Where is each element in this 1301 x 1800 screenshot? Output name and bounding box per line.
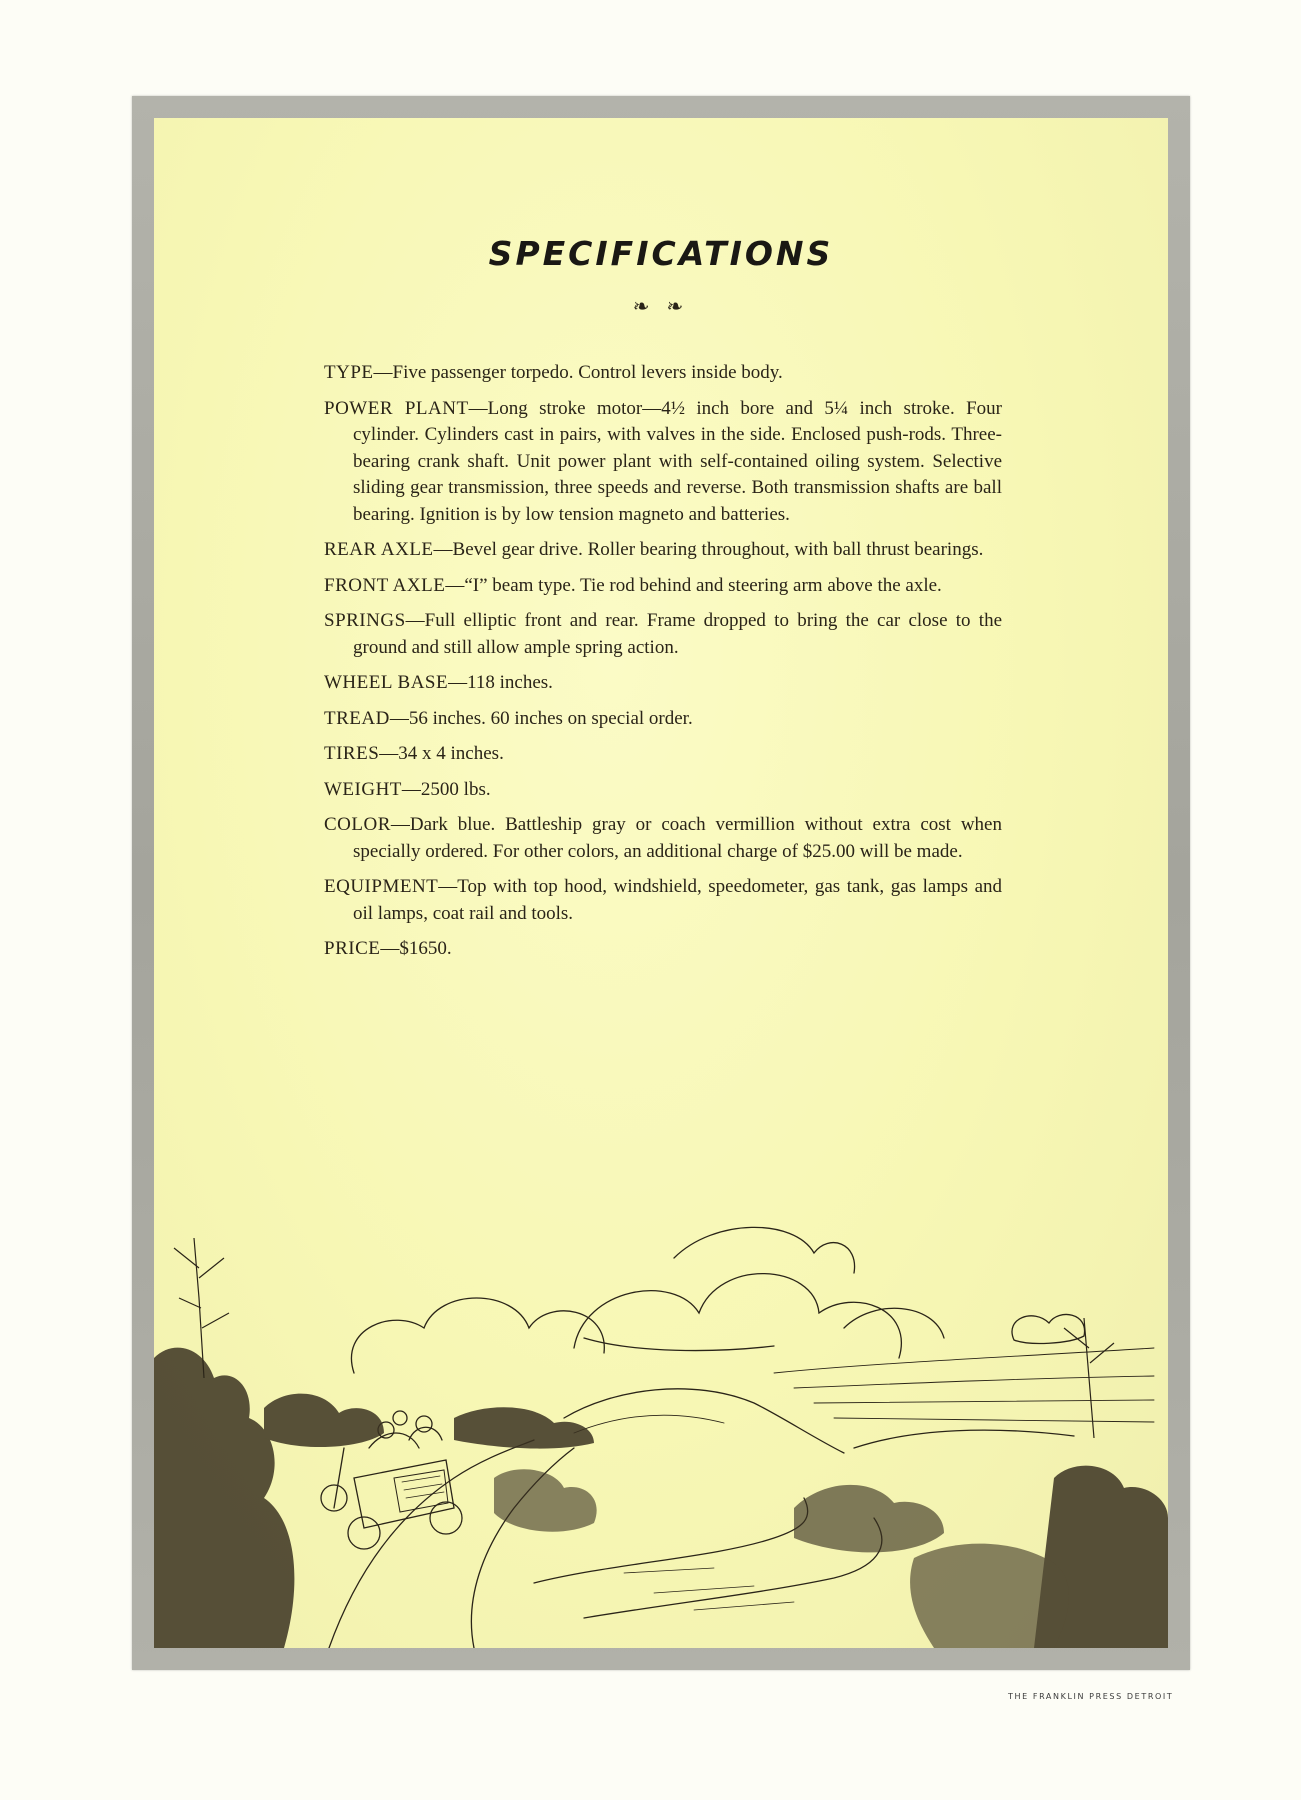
spec-label: TYPE <box>324 362 374 383</box>
page-title: SPECIFICATIONS <box>488 234 834 273</box>
spec-text: 2500 lbs. <box>420 778 491 800</box>
spec-item <box>324 706 1002 733</box>
spec-dash: — <box>445 574 465 596</box>
spec-item <box>324 777 1002 804</box>
spec-text: Dark blue. Battleship gray or coach vermillion without extra cost when specially ordered. For other colors, an additional charge of $25.00 will be made. <box>353 814 1002 862</box>
spec-item <box>324 741 1002 768</box>
spec-label: REAR AXLE <box>324 539 434 560</box>
spec-item <box>324 874 1002 927</box>
spec-text: 118 inches. <box>467 672 553 693</box>
fleuron-ornament-icon: ❧ ❧ <box>632 296 690 318</box>
spec-dash: — <box>401 778 421 800</box>
spec-text: Top with top hood, windshield, speedometer, gas tank, gas lamps and oil lamps, coat rail and tools. <box>353 876 1002 924</box>
spec-item <box>324 360 1002 387</box>
spec-label: COLOR <box>324 814 391 835</box>
spec-dash: — <box>373 362 393 383</box>
spec-label: WHEEL BASE <box>324 672 449 693</box>
spec-item <box>324 608 1002 661</box>
spec-dash: — <box>390 814 410 835</box>
spec-label: WEIGHT <box>324 778 402 800</box>
spec-label: TIRES <box>324 743 380 764</box>
spec-item <box>324 396 1002 529</box>
spec-panel <box>154 118 1168 1648</box>
spec-text: 34 x 4 inches. <box>398 743 504 764</box>
spec-item <box>324 936 1002 963</box>
spec-text: Bevel gear drive. Roller bearing throughout, with ball thrust bearings. <box>452 539 984 560</box>
spec-label: PRICE <box>324 938 381 959</box>
spec-text: Long stroke motor—4½ inch bore and 5¼ inch stroke. Four cylinder. Cylinders cast in pairs, with valves in the side. Enclosed push-rods. Three-bearing crank shaft. Unit power plant with self-contained oiling system. Selective sliding gear transmission, three speeds and reverse. Both transmission shafts are ball bearing. Ignition is by low tension magneto and batteries. <box>353 397 1002 525</box>
landscape-illustration <box>154 1178 1168 1648</box>
spec-dash: — <box>433 539 453 560</box>
spec-text: Full elliptic front and rear. Frame dropped to bring the car close to the ground and still allow ample spring action. <box>353 610 1002 658</box>
spec-dash: — <box>438 876 458 897</box>
spec-text: 56 inches. 60 inches on special order. <box>408 707 693 729</box>
spec-item <box>324 812 1002 865</box>
spec-label: TREAD <box>324 707 390 729</box>
spec-text: “I” beam type. Tie rod behind and steering arm above the axle. <box>464 574 942 596</box>
spec-label: FRONT AXLE <box>324 574 446 596</box>
printer-imprint: THE FRANKLIN PRESS DETROIT <box>1008 1692 1174 1701</box>
spec-dash: — <box>380 938 400 959</box>
spec-label: SPRINGS <box>324 610 406 631</box>
spec-list <box>324 360 1002 972</box>
spec-item <box>324 670 1002 697</box>
spec-dash: — <box>468 397 488 419</box>
spec-text: Five passenger torpedo. Control levers inside body. <box>392 362 783 383</box>
spec-label: EQUIPMENT <box>324 876 439 897</box>
spec-dash: — <box>389 707 409 729</box>
spec-label: POWER PLANT <box>324 397 469 419</box>
spec-text: $1650. <box>399 938 452 959</box>
page-frame <box>132 96 1190 1670</box>
spec-item <box>324 573 1002 600</box>
spec-dash: — <box>405 610 425 631</box>
spec-dash: — <box>448 672 468 693</box>
spec-dash: — <box>379 743 399 764</box>
spec-item <box>324 537 1002 564</box>
